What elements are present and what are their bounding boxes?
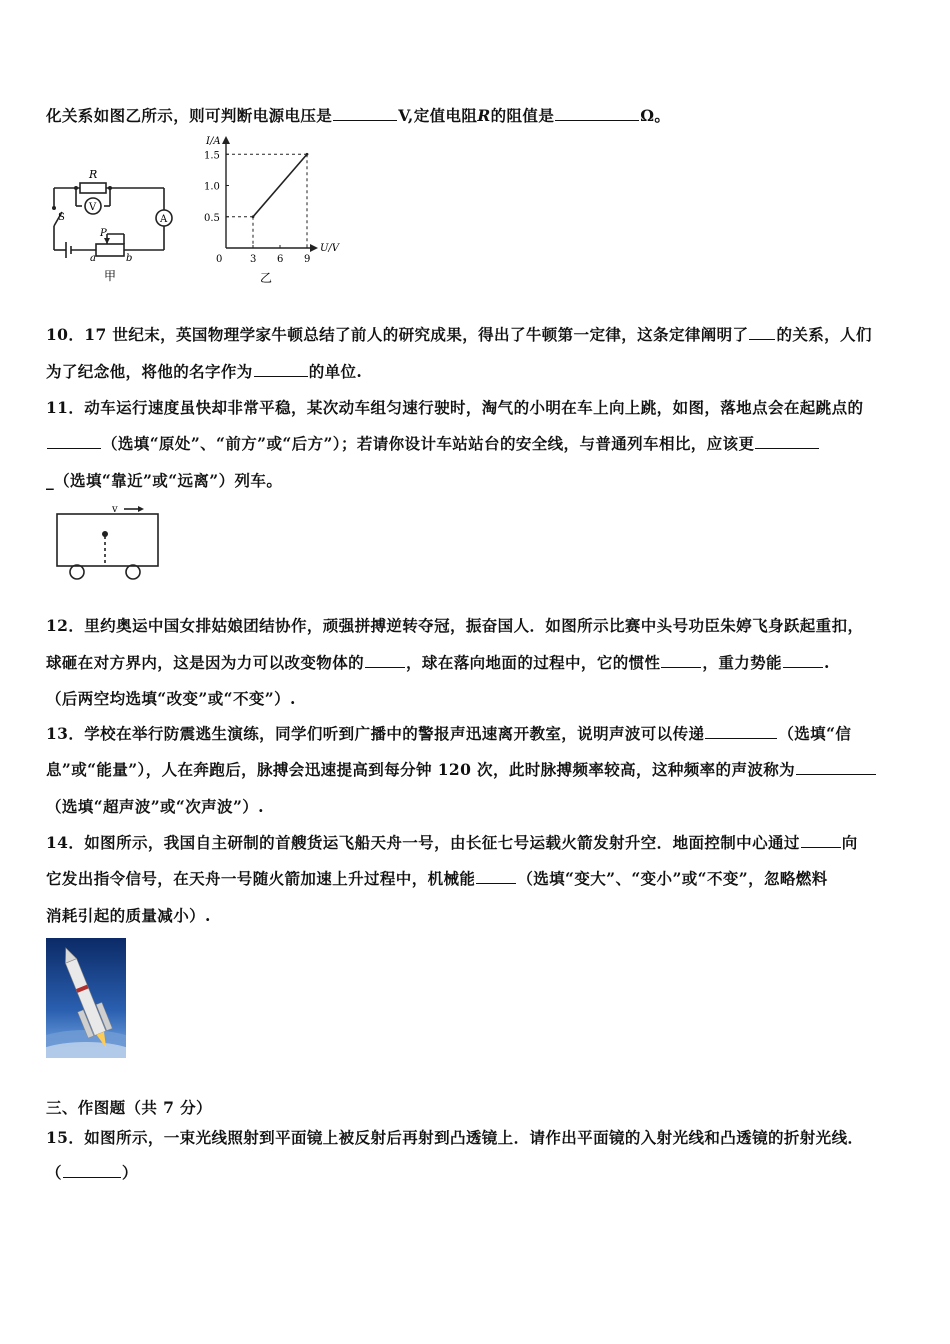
q11-text-c: _ [46,471,55,490]
person-dot [102,531,108,537]
q12-text-e: . [823,653,830,672]
label-s: S [58,212,65,223]
train-body [57,514,158,566]
q11-blank-1[interactable] [47,433,101,449]
q11-line-1 [46,396,863,418]
rocket-photo [46,938,126,1058]
q9-blank-voltage[interactable] [333,105,397,121]
q12-text-d: ，重力势能 [702,653,782,672]
q9-text-r: R [477,106,491,125]
q12-line-2 [46,651,830,673]
section-3-title-text: 三、作图题（共 7 分） [46,1098,212,1117]
q10-blank-1[interactable] [749,324,775,340]
q14-line-1 [46,831,858,853]
q15-text-c: ） [121,1163,138,1182]
q9-text-c: 的阻值是 [490,106,555,125]
iu-graph [198,130,348,285]
q14-text-e: 消耗引起的质量减小）. [46,906,211,925]
q10-blank-2[interactable] [254,361,308,377]
q12-line-3 [46,687,296,709]
q13-line-2 [46,758,877,780]
train-wheel-right [126,565,140,579]
q10-text-a: 10．17 世纪末，英国物理学家牛顿总结了前人的研究成果，得出了牛顿第一定律，这条定律阐明了 [46,325,749,344]
q15-text-a: 15．如图所示，一束光线照射到平面镜上被反射后再射到凸透镜上．请作出平面镜的入射光线和凸透镜的折射光线． [46,1128,864,1147]
q10-line-1 [46,323,872,345]
label-a-end: a [90,253,96,264]
q10-line-2 [46,360,362,382]
data-point [306,153,309,156]
q13-text-d: （选填“超声波”或“次声波”）. [46,797,264,816]
fig-yi-caption: 乙 [260,271,273,285]
y-axis-label: I/A [206,136,221,147]
q15-line-1 [46,1126,863,1148]
q12-blank-1[interactable] [365,652,405,668]
q14-text-a: 14．如图所示，我国自主研制的首艘货运飞船天舟一号，由长征七号运载火箭发射升空．地面控制中心通过 [46,833,800,852]
q14-text-b: 向 [841,833,858,852]
label-p: P [100,228,107,239]
q12-text-b: 球砸在对方界内，这是因为力可以改变物体的 [46,653,365,672]
x-tick-label: 9 [304,254,311,265]
q15-line-2 [46,1161,138,1183]
label-a: A [160,214,168,225]
velocity-label: v [112,504,118,515]
label-b-end: b [126,253,133,264]
q10-text-c: 为了纪念他，将他的名字作为 [46,362,253,381]
q11-line-3 [46,469,282,491]
q13-blank-2[interactable] [796,759,876,775]
fig-jia-caption: 甲 [104,269,117,283]
q11-text-d: （选填“靠近”或“远离”）列车。 [54,471,283,490]
q11-blank-2[interactable] [755,433,819,449]
q9-text-a: 化关系如图乙所示，则可判断电源电压是 [46,106,333,125]
resistor-r [80,183,106,193]
data-point [252,215,255,218]
q14-blank-2[interactable] [476,868,516,884]
q14-line-3 [46,904,211,926]
q9-text-d: Ω。 [640,106,671,125]
circuit-diagram [44,160,184,290]
q14-blank-1[interactable] [801,832,841,848]
q11-text-b: （选填“原处”、“前方”或“后方”）；若请你设计车站站台的安全线，与普通列车相比，应该更 [102,434,755,453]
train-figure [50,500,165,585]
q12-blank-2[interactable] [661,652,701,668]
q15-text-b: （ [46,1163,62,1182]
label-v: V [89,202,97,213]
series-line [253,154,307,217]
q12-blank-3[interactable] [783,652,823,668]
q11-text-a: 11．动车运行速度虽快却非常平稳，某次动车组匀速行驶时，淘气的小明在车上向上跳，如图，落地点会在起跳点的 [46,398,864,417]
q9-blank-resistance[interactable] [555,105,639,121]
q13-text-c: 息”或“能量”），人在奔跑后，脉搏会迅速提高到每分钟 120 次，此时脉搏频率较高，这种频率的声波称为 [46,760,796,779]
q14-text-d: （选填“变大”、“变小”或“不变”，忽略燃料 [517,869,828,888]
y-tick-label: 1.5 [204,150,220,162]
q13-blank-1[interactable] [705,723,777,739]
q13-text-a: 13．学校在举行防震逃生演练，同学们听到广播中的警报声迅速离开教室，说明声波可以传递 [46,724,705,743]
q13-line-1 [46,722,851,744]
train-wheel-left [70,565,84,579]
q10-text-b: 的关系，人们 [776,325,872,344]
label-r: R [89,168,98,181]
q12-text-c: ，球在落向地面的过程中，它的惯性 [406,653,661,672]
q11-line-2 [46,432,820,454]
q10-text-d: 的单位. [308,362,363,381]
origin-label: 0 [216,254,223,265]
q9-text-line [46,104,670,126]
y-tick-label: 0.5 [204,212,220,224]
y-tick-label: 1.0 [204,181,220,193]
q13-line-3 [46,795,264,817]
q14-line-2 [46,867,828,889]
q12-text-a: 12．里约奥运中国女排姑娘团结协作，顽强拼搏逆转夺冠，振奋国人．如图所示比赛中头号功臣朱婷飞身跃起重扣， [46,616,864,635]
q12-line-1 [46,614,863,636]
x-tick-label: 6 [277,254,284,265]
x-axis-label: U/V [320,243,340,254]
q14-text-c: 它发出指令信号，在天舟一号随火箭加速上升过程中，机械能 [46,869,476,888]
section-3-title [46,1096,212,1118]
x-tick-label: 3 [250,254,257,265]
q12-text-f: （后两空均选填“改变”或“不变”）. [46,689,296,708]
q9-text-b: V,定值电阻 [398,106,478,125]
q15-blank-1[interactable] [63,1162,121,1178]
q13-text-b: （选填“信 [778,724,852,743]
